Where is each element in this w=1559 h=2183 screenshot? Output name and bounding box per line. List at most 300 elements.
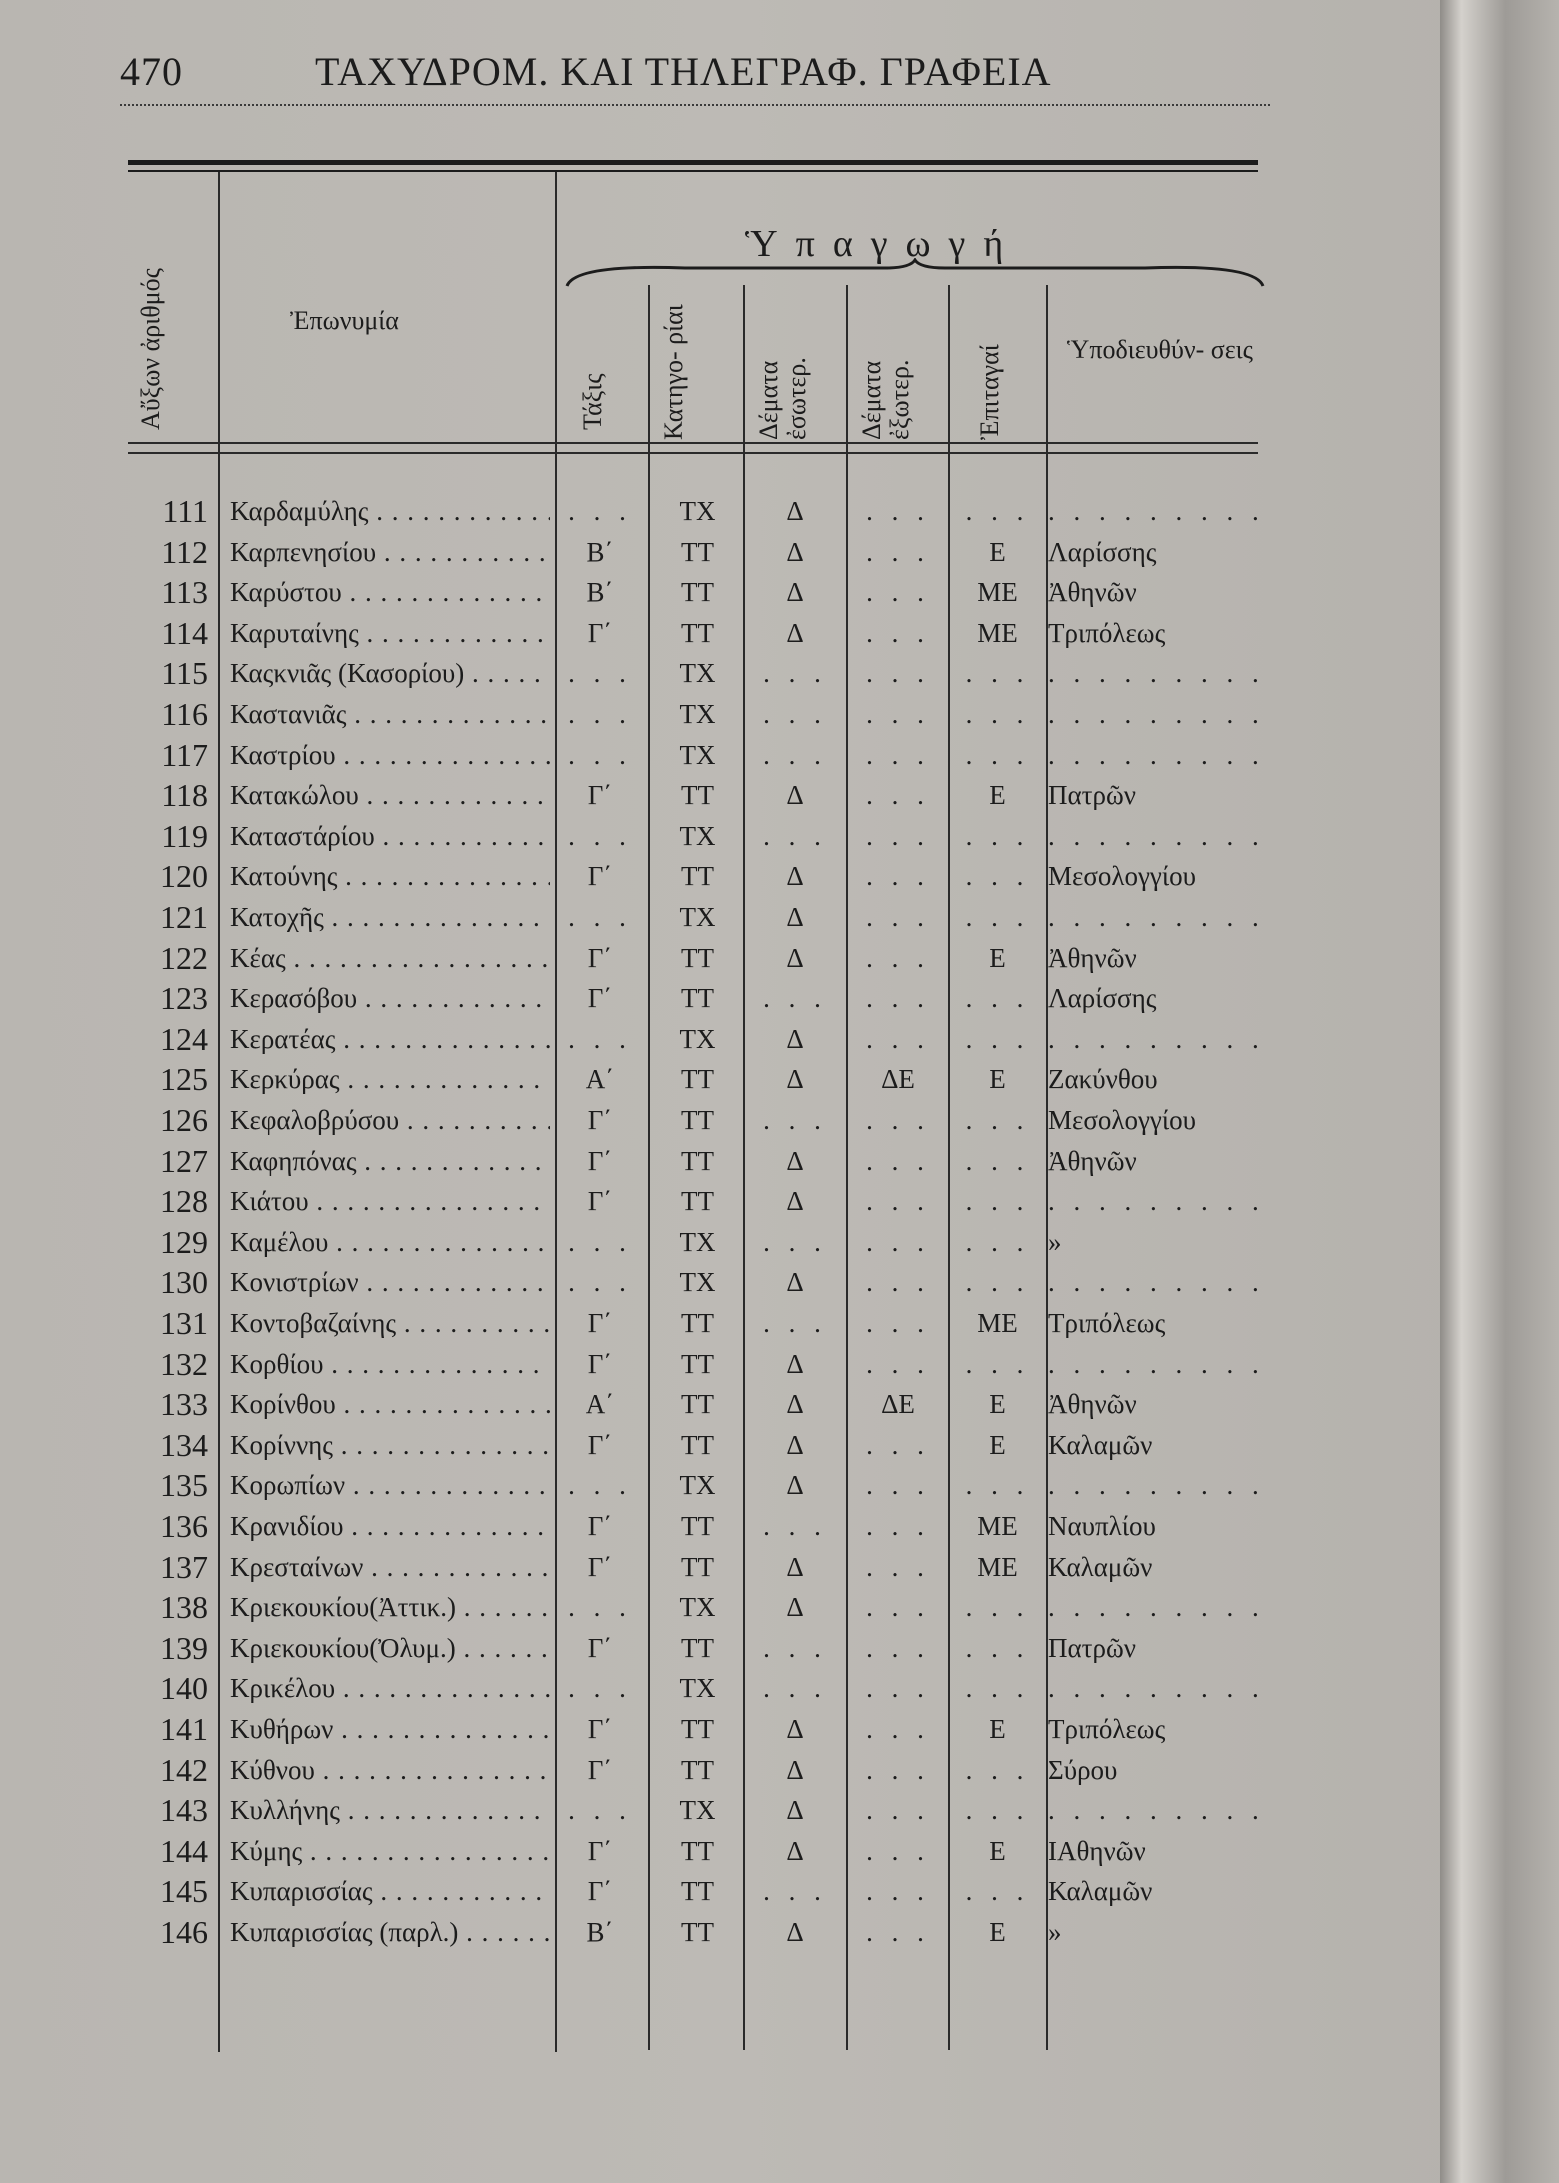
row-number: 135	[160, 1467, 208, 1504]
col-category-header: Κατηγο- ρίαι	[659, 304, 688, 440]
row-parcels-out: ΔΕ	[881, 1064, 915, 1095]
row-number: 130	[160, 1264, 208, 1301]
table-row	[0, 1058, 1300, 1100]
header-bottom-rule-2	[128, 452, 1258, 454]
row-name: Κιάτου . . .	[230, 1180, 550, 1222]
row-number: 144	[160, 1832, 208, 1869]
table-row	[0, 612, 1300, 654]
row-category: ΤΧ	[679, 496, 716, 526]
row-class: Β΄	[586, 536, 614, 567]
row-directorate: »	[1048, 1226, 1062, 1257]
row-parcels-in: Δ	[786, 1348, 804, 1379]
row-class: Β΄	[586, 577, 614, 608]
table-row	[0, 1180, 1300, 1222]
row-category: ΤΤ	[681, 1389, 714, 1420]
row-name: Κοντοβαζαίνης . . .	[230, 1302, 550, 1344]
table-row	[0, 652, 1300, 694]
table-row	[0, 1708, 1300, 1750]
table-row	[0, 937, 1300, 979]
row-money-orders: . . .	[965, 1226, 1030, 1257]
row-class: Γ΄	[587, 1714, 613, 1744]
row-parcels-in: . . .	[763, 1105, 827, 1135]
row-class: . . .	[568, 739, 632, 770]
row-category: ΤΧ	[679, 1226, 716, 1257]
row-parcels-out: . . .	[866, 1917, 930, 1947]
row-parcels-out: . . .	[866, 942, 930, 973]
row-parcels-in: Δ	[786, 780, 804, 811]
row-category: ΤΧ	[679, 902, 716, 932]
row-name: Καρύστου . . .	[230, 571, 550, 613]
row-money-orders: Ε	[989, 1429, 1006, 1460]
row-class: Γ΄	[587, 1429, 613, 1460]
row-category: ΤΧ	[679, 1673, 716, 1704]
row-number: 131	[160, 1305, 208, 1341]
row-parcels-out: . . .	[866, 617, 930, 648]
row-money-orders: ΜΕ	[977, 617, 1018, 648]
row-parcels-in: Δ	[786, 496, 804, 526]
row-name: Κριεκουκίου(Ὀλυμ.) . . .	[230, 1627, 550, 1669]
table-row	[0, 977, 1300, 1019]
row-parcels-in: Δ	[786, 1023, 804, 1054]
row-directorate: ΙΑθηνῶν	[1048, 1835, 1146, 1866]
row-directorate: Σύρου	[1048, 1754, 1118, 1785]
row-category: ΤΤ	[681, 1551, 714, 1582]
row-category: ΤΤ	[681, 1308, 714, 1338]
row-number: 127	[160, 1142, 208, 1179]
table-row	[0, 896, 1300, 938]
table-row	[0, 1749, 1300, 1791]
row-category: ΤΤ	[681, 1511, 714, 1541]
row-name: Κυλλήνης . . .	[230, 1789, 550, 1831]
row-parcels-out: . . .	[866, 983, 930, 1014]
table-row	[0, 1424, 1300, 1466]
row-number: 129	[160, 1223, 208, 1260]
row-class: Γ΄	[587, 617, 613, 648]
row-parcels-in: . . .	[763, 820, 827, 851]
row-parcels-out: . . .	[866, 658, 930, 689]
table-row	[0, 1627, 1300, 1669]
row-money-orders: Ε	[989, 942, 1006, 973]
row-money-orders: Ε	[989, 1389, 1006, 1420]
row-class: Γ΄	[587, 1876, 613, 1907]
row-parcels-out: . . .	[866, 1673, 930, 1704]
row-money-orders: . . .	[965, 496, 1030, 526]
row-name: Καρδαμύλης . . .	[230, 490, 550, 532]
col-class-header: Τάξις	[578, 373, 607, 430]
row-directorate: . . . . . . . . .	[1048, 1470, 1265, 1501]
row-number: 140	[160, 1670, 208, 1707]
row-money-orders: . . .	[965, 902, 1030, 932]
row-money-orders: ΜΕ	[977, 1511, 1018, 1541]
row-name: Καρυταίνης . . .	[230, 612, 550, 654]
table-row	[0, 815, 1300, 857]
row-category: ΤΧ	[679, 1592, 716, 1623]
row-parcels-in: . . .	[763, 1632, 827, 1663]
row-name: Κρικέλου . . .	[230, 1667, 550, 1709]
row-money-orders: . . .	[965, 1632, 1030, 1663]
row-parcels-out: . . .	[866, 496, 930, 526]
row-directorate: . . . . . . . . .	[1048, 1673, 1265, 1704]
row-directorate: . . . . . . . . .	[1048, 739, 1265, 770]
row-number: 145	[160, 1873, 208, 1910]
row-parcels-in: Δ	[786, 1592, 804, 1623]
row-number: 115	[161, 655, 208, 692]
row-parcels-out: . . .	[866, 820, 930, 851]
row-name: Κύθνου . . .	[230, 1749, 550, 1791]
row-number: 118	[161, 777, 208, 814]
group-brace	[565, 258, 1265, 288]
row-parcels-out: . . .	[866, 1470, 930, 1501]
row-class: Γ΄	[587, 1551, 613, 1582]
row-number: 111	[162, 493, 208, 529]
row-class: . . .	[568, 820, 632, 851]
table-row	[0, 1302, 1300, 1344]
col-parcels-in-header: Δέματα ἐσωτερ.	[754, 357, 811, 440]
row-category: ΤΤ	[681, 1714, 714, 1744]
row-parcels-out: . . .	[866, 1795, 930, 1826]
row-class: Γ΄	[587, 1632, 613, 1663]
row-parcels-out: . . .	[866, 699, 930, 729]
row-money-orders: . . .	[965, 1105, 1030, 1135]
row-parcels-out: . . .	[866, 1023, 930, 1054]
table-row	[0, 774, 1300, 816]
row-name: Κριεκουκίου(Ἀττικ.) . . .	[230, 1586, 550, 1628]
row-directorate: Τριπόλεως	[1048, 1714, 1166, 1744]
row-directorate: . . . . . . . . .	[1048, 1023, 1265, 1054]
row-parcels-in: . . .	[763, 1673, 827, 1704]
row-directorate: Καλαμῶν	[1048, 1551, 1153, 1582]
row-category: ΤΤ	[681, 1105, 714, 1135]
row-money-orders: . . .	[965, 658, 1030, 689]
row-name: Κορίννης . . .	[230, 1424, 550, 1466]
row-category: ΤΤ	[681, 1754, 714, 1785]
row-class: . . .	[568, 658, 632, 689]
table-row	[0, 693, 1300, 735]
table-row	[0, 1464, 1300, 1506]
row-category: ΤΤ	[681, 861, 714, 892]
row-number: 121	[160, 899, 208, 935]
row-money-orders: . . .	[965, 699, 1030, 729]
row-directorate: Μεσολογγίου	[1048, 1105, 1196, 1135]
table-row	[0, 734, 1300, 776]
row-parcels-in: . . .	[763, 1308, 827, 1338]
row-directorate: Ἀθηνῶν	[1048, 942, 1137, 973]
row-name: Καμέλου . . .	[230, 1221, 550, 1263]
row-money-orders: . . .	[965, 1023, 1030, 1054]
table-row	[0, 1911, 1300, 1953]
row-directorate: . . . . . . . . .	[1048, 1592, 1265, 1623]
row-number: 134	[160, 1426, 208, 1463]
table-row	[0, 490, 1300, 532]
row-directorate: Ἀθηνῶν	[1048, 577, 1137, 608]
table-row	[0, 571, 1300, 613]
row-number: 143	[160, 1792, 208, 1829]
row-category: ΤΤ	[681, 1835, 714, 1866]
row-money-orders: . . .	[965, 983, 1030, 1014]
table-row	[0, 855, 1300, 897]
row-class: Γ΄	[587, 780, 613, 811]
row-parcels-out: . . .	[866, 1348, 930, 1379]
row-number: 124	[160, 1020, 208, 1057]
row-number: 123	[160, 980, 208, 1017]
row-category: ΤΤ	[681, 1186, 714, 1217]
col-money-orders-header: Ἐπιταγαί	[975, 344, 1004, 440]
row-money-orders: Ε	[989, 536, 1006, 567]
row-class: . . .	[568, 1795, 632, 1826]
row-category: ΤΤ	[681, 942, 714, 973]
row-number: 122	[160, 939, 208, 976]
row-money-orders: Ε	[989, 1917, 1006, 1947]
row-parcels-in: . . .	[763, 983, 827, 1014]
row-category: ΤΧ	[679, 699, 716, 729]
row-name: Κυπαρισσίας . . .	[230, 1870, 550, 1912]
row-name: Καςκνιᾶς (Κασορίου) . . .	[230, 652, 550, 694]
row-money-orders: ΜΕ	[977, 577, 1018, 608]
row-parcels-out: . . .	[866, 1511, 930, 1541]
header-bottom-rule	[128, 442, 1258, 444]
row-money-orders: Ε	[989, 1064, 1006, 1095]
row-parcels-in: Δ	[786, 1795, 804, 1826]
page-number: 470	[120, 49, 183, 94]
table-row	[0, 1343, 1300, 1385]
row-class: Γ΄	[587, 942, 613, 973]
row-parcels-out: . . .	[866, 1267, 930, 1298]
book-gutter	[1440, 0, 1559, 2183]
row-directorate: Ζακύνθου	[1048, 1064, 1158, 1095]
row-directorate: . . . . . . . . .	[1048, 1186, 1265, 1217]
table-row	[0, 1261, 1300, 1303]
row-class: . . .	[568, 1023, 632, 1054]
row-number: 117	[161, 736, 208, 773]
row-parcels-in: Δ	[786, 1551, 804, 1582]
row-directorate: . . . . . . . . .	[1048, 496, 1265, 526]
row-parcels-in: Δ	[786, 1429, 804, 1460]
row-money-orders: . . .	[965, 1754, 1030, 1785]
row-category: ΤΧ	[679, 1795, 716, 1826]
table-row	[0, 1830, 1300, 1872]
row-parcels-out: . . .	[866, 1876, 930, 1907]
row-number: 137	[160, 1548, 208, 1585]
row-directorate: Καλαμῶν	[1048, 1429, 1153, 1460]
row-name: Κατακώλου . . .	[230, 774, 550, 816]
row-parcels-in: Δ	[786, 1145, 804, 1176]
row-parcels-out: . . .	[866, 1632, 930, 1663]
row-parcels-out: . . .	[866, 861, 930, 892]
row-class: Α΄	[585, 1389, 615, 1420]
row-number: 126	[160, 1102, 208, 1138]
row-parcels-out: . . .	[866, 780, 930, 811]
row-number: 116	[161, 696, 208, 732]
row-parcels-in: Δ	[786, 1835, 804, 1866]
row-parcels-in: . . .	[763, 1226, 827, 1257]
row-parcels-in: Δ	[786, 1714, 804, 1744]
row-category: ΤΤ	[681, 780, 714, 811]
row-parcels-out: . . .	[866, 1551, 930, 1582]
row-money-orders: . . .	[965, 739, 1030, 770]
row-name: Κατοχῆς . . .	[230, 896, 550, 938]
row-parcels-out: . . .	[866, 1754, 930, 1785]
table-row	[0, 1505, 1300, 1547]
row-parcels-in: Δ	[786, 577, 804, 608]
row-money-orders: . . .	[965, 1592, 1030, 1623]
row-class: Γ΄	[587, 861, 613, 892]
row-parcels-in: . . .	[763, 1511, 827, 1541]
row-money-orders: Ε	[989, 1835, 1006, 1866]
row-category: ΤΤ	[681, 1064, 714, 1095]
row-parcels-out: . . .	[866, 739, 930, 770]
row-class: Γ΄	[587, 1105, 613, 1135]
row-money-orders: Ε	[989, 780, 1006, 811]
row-parcels-in: . . .	[763, 739, 827, 770]
row-number: 119	[161, 817, 208, 854]
row-name: Καφηπόνας . . .	[230, 1140, 550, 1182]
row-name: Κυθήρων . . .	[230, 1708, 550, 1750]
row-directorate: Τριπόλεως	[1048, 617, 1166, 648]
row-directorate: Καλαμῶν	[1048, 1876, 1153, 1907]
row-class: Γ΄	[587, 1754, 613, 1785]
row-parcels-in: . . .	[763, 658, 827, 689]
row-class: . . .	[568, 1673, 632, 1704]
row-directorate: . . . . . . . . .	[1048, 658, 1265, 689]
row-money-orders: . . .	[965, 820, 1030, 851]
row-number: 133	[160, 1386, 208, 1423]
row-parcels-out: . . .	[866, 1429, 930, 1460]
row-directorate: Λαρίσσης	[1048, 983, 1157, 1014]
col-parcels-out-header: Δέματα ἐξωτερ.	[857, 359, 914, 440]
row-number: 142	[160, 1751, 208, 1788]
row-money-orders: . . .	[965, 1795, 1030, 1826]
row-parcels-in: Δ	[786, 1186, 804, 1217]
row-parcels-out: . . .	[866, 1835, 930, 1866]
row-parcels-out: . . .	[866, 577, 930, 608]
row-category: ΤΤ	[681, 1917, 714, 1947]
row-category: ΤΤ	[681, 1429, 714, 1460]
table-row	[0, 531, 1300, 573]
row-class: Γ΄	[587, 983, 613, 1014]
row-directorate: Ἀθηνῶν	[1048, 1145, 1137, 1176]
col-serial-header: Αὔξων ἀριθμός	[136, 268, 165, 430]
row-parcels-in: . . .	[763, 699, 827, 729]
row-directorate: Μεσολογγίου	[1048, 861, 1196, 892]
row-directorate: Πατρῶν	[1048, 1632, 1136, 1663]
row-class: . . .	[568, 1592, 632, 1623]
row-parcels-out: . . .	[866, 536, 930, 567]
row-money-orders: . . .	[965, 1145, 1030, 1176]
row-directorate: »	[1048, 1917, 1062, 1947]
row-name: Καταστάρίου . . .	[230, 815, 550, 857]
row-category: ΤΤ	[681, 1145, 714, 1176]
row-parcels-in: Δ	[786, 861, 804, 892]
row-class: . . .	[568, 1470, 632, 1501]
row-money-orders: ΜΕ	[977, 1551, 1018, 1582]
row-directorate: . . . . . . . . .	[1048, 699, 1265, 729]
table-row	[0, 1870, 1300, 1912]
row-number: 136	[160, 1508, 208, 1544]
row-category: ΤΧ	[679, 1470, 716, 1501]
row-category: ΤΤ	[681, 536, 714, 567]
row-directorate: . . . . . . . . .	[1048, 1348, 1265, 1379]
row-class: . . .	[568, 699, 632, 729]
row-class: Α΄	[585, 1064, 615, 1095]
row-class: . . .	[568, 496, 632, 526]
row-money-orders: ΜΕ	[977, 1308, 1018, 1338]
row-category: ΤΤ	[681, 577, 714, 608]
row-parcels-out: . . .	[866, 1714, 930, 1744]
table-row	[0, 1586, 1300, 1628]
row-class: Γ΄	[587, 1186, 613, 1217]
row-name: Καστανιᾶς . . .	[230, 693, 550, 735]
table-row	[0, 1140, 1300, 1182]
row-name: Κέας . . .	[230, 937, 550, 979]
row-parcels-in: Δ	[786, 536, 804, 567]
row-category: ΤΧ	[679, 739, 716, 770]
row-category: ΤΧ	[679, 1267, 716, 1298]
row-parcels-in: Δ	[786, 617, 804, 648]
row-number: 113	[161, 574, 208, 611]
row-parcels-out: . . .	[866, 902, 930, 932]
row-class: Γ΄	[587, 1835, 613, 1866]
col-group-header: Ὑπαγωγή	[745, 223, 1022, 265]
row-parcels-in: Δ	[786, 1389, 804, 1420]
row-name: Κατούνης . . .	[230, 855, 550, 897]
row-class: . . .	[568, 1226, 632, 1257]
page-header	[120, 48, 1270, 98]
row-parcels-in: Δ	[786, 1917, 804, 1947]
row-class: Γ΄	[587, 1145, 613, 1176]
row-name: Κυπαρισσίας (παρλ.) . . .	[230, 1911, 550, 1953]
row-parcels-out: . . .	[866, 1592, 930, 1623]
row-parcels-in: Δ	[786, 902, 804, 932]
row-class: Γ΄	[587, 1308, 613, 1338]
row-parcels-in: Δ	[786, 1064, 804, 1095]
row-category: ΤΤ	[681, 617, 714, 648]
row-class: Β΄	[586, 1917, 614, 1947]
row-parcels-out: . . .	[866, 1308, 930, 1338]
row-class: Γ΄	[587, 1348, 613, 1379]
row-category: ΤΤ	[681, 983, 714, 1014]
row-parcels-in: Δ	[786, 1267, 804, 1298]
row-directorate: . . . . . . . . .	[1048, 902, 1265, 932]
col-directorate-header: Ὑποδιευθύν- σεις	[1067, 335, 1253, 364]
row-category: ΤΧ	[679, 1023, 716, 1054]
row-name: Καρπενησίου . . .	[230, 531, 550, 573]
row-name: Κερασόβου . . .	[230, 977, 550, 1019]
row-name: Κερατέας . . .	[230, 1018, 550, 1060]
row-name: Κύμης . . .	[230, 1830, 550, 1872]
row-number: 139	[160, 1629, 208, 1666]
running-title: ΤΑΧΥΔΡΟΜ. ΚΑΙ ΤΗΛΕΓΡΑΦ. ΓΡΑΦΕΙΑ	[315, 49, 1052, 94]
row-number: 141	[160, 1711, 208, 1747]
row-class: . . .	[568, 902, 632, 932]
row-class: . . .	[568, 1267, 632, 1298]
row-name: Κεφαλοβρύσου . . .	[230, 1099, 550, 1141]
row-directorate: Πατρῶν	[1048, 780, 1136, 811]
row-name: Κορίνθου . . .	[230, 1383, 550, 1425]
row-parcels-out: . . .	[866, 1145, 930, 1176]
row-money-orders: . . .	[965, 1348, 1030, 1379]
row-parcels-out: . . .	[866, 1186, 930, 1217]
row-category: ΤΤ	[681, 1632, 714, 1663]
row-parcels-out: . . .	[866, 1105, 930, 1135]
table-row	[0, 1018, 1300, 1060]
row-money-orders: . . .	[965, 1673, 1030, 1704]
row-class: Γ΄	[587, 1511, 613, 1541]
row-category: ΤΤ	[681, 1348, 714, 1379]
row-number: 146	[160, 1914, 208, 1950]
row-directorate: . . . . . . . . .	[1048, 1795, 1265, 1826]
row-name: Κρεσταίνων . . .	[230, 1546, 550, 1588]
row-parcels-in: Δ	[786, 1754, 804, 1785]
